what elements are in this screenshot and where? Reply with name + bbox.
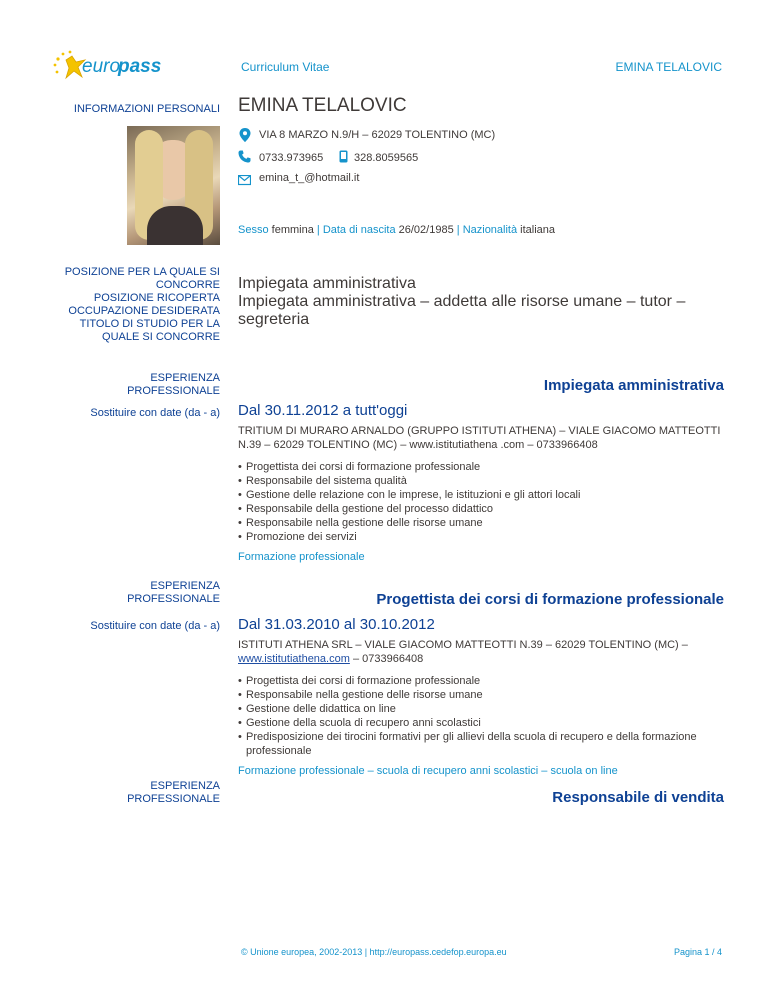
header-name: EMINA TELALOVIC — [615, 60, 722, 74]
dates-label: Sostituire con date (da - a) — [90, 407, 220, 419]
business-sector: Formazione professionale – scuola di recupero anni scolastici – scuola on line — [238, 765, 618, 777]
list-item: • Progettista dei corsi di formazione professionale — [238, 460, 716, 474]
personal-details-line — [238, 224, 555, 236]
employer-website-link[interactable]: www.istitutiathena.com — [238, 653, 350, 665]
footer-copyright: © Unione europea, 2002-2013 | http://europass.cedefop.europa.eu — [241, 947, 507, 957]
list-item: • Predisposizione dei tirocini formativi per gli allievi della scuola di recupero e della formazione professionale — [238, 730, 716, 758]
mobile-number[interactable]: 328.8059565 — [354, 152, 419, 164]
position-line: segreteria — [238, 311, 310, 328]
duties-list — [238, 674, 728, 758]
nationality-value: italiana — [520, 224, 556, 236]
section-label-experience — [127, 580, 220, 606]
list-item: • Gestione delle relazione con le imprese, le istituzioni e gli attori locali — [238, 488, 716, 502]
employer-line: TRITIUM DI MURARO ARNALDO (GRUPPO ISTITUTI ATHENA) – VIALE GIACOMO MATTEOTTI — [238, 425, 721, 437]
dob-value: 26/02/1985 — [398, 224, 454, 236]
phone-icon — [238, 150, 251, 163]
job-title: Responsabile di vendita — [552, 789, 724, 806]
separator: | — [456, 224, 460, 236]
candidate-name: EMINA TELALOVIC — [238, 95, 407, 116]
employer-info — [238, 424, 728, 452]
list-item: • Gestione della scuola di recupero anni scolastici — [238, 716, 716, 730]
section-label-line: ESPERIENZA — [150, 580, 220, 592]
separator: | — [316, 224, 320, 236]
list-item: • Responsabile nella gestione delle risorse umane — [238, 688, 716, 702]
profile-photo — [127, 126, 220, 245]
job-title: Impiegata amministrativa — [543, 377, 724, 394]
employer-phone: – 0733966408 — [349, 653, 424, 665]
list-item: • Responsabile nella gestione delle risorse umane — [238, 516, 716, 530]
section-label-line: PROFESSIONALE — [127, 385, 220, 397]
position-label-line: OCCUPAZIONE DESIDERATA — [68, 305, 220, 317]
position-line: Impiegata amministrativa – addetta alle risorse umane – tutor – — [238, 293, 686, 310]
position-line: Impiegata amministrativa — [238, 275, 416, 292]
dates-label: Sostituire con date (da - a) — [90, 620, 220, 632]
logo-text-euro: euro — [82, 56, 121, 77]
section-label-line: ESPERIENZA — [150, 372, 220, 384]
section-label-experience — [127, 372, 220, 398]
job-title: Progettista dei corsi di formazione professionale — [376, 591, 724, 608]
mobile-phone-icon — [339, 150, 348, 163]
position-label-line: QUALE SI CONCORRE — [102, 331, 220, 343]
location-pin-icon — [239, 128, 251, 142]
employer-line: N.39 – 62029 TOLENTINO (MC) – www.istitutiathena .com – 0733966408 — [238, 439, 598, 451]
business-sector: Formazione professionale — [238, 551, 365, 563]
employment-dates: Dal 30.11.2012 a tutt'oggi — [238, 402, 408, 419]
desired-position — [238, 275, 685, 329]
position-label-line: POSIZIONE PER LA QUALE SI — [64, 266, 220, 278]
experience-entry — [238, 616, 728, 777]
europass-logo — [52, 50, 162, 84]
email-envelope-icon — [238, 175, 251, 186]
position-label-line: TITOLO DI STUDIO PER LA — [79, 318, 220, 330]
employment-dates: Dal 31.03.2010 al 30.10.2012 — [238, 616, 435, 633]
position-label-line: POSIZIONE RICOPERTA — [93, 292, 220, 304]
list-item: • Promozione dei servizi — [238, 530, 716, 544]
sex-value: femmina — [271, 224, 314, 236]
employer-line: ISTITUTI ATHENA SRL – VIALE GIACOMO MATTEOTTI N.39 – 62029 TOLENTINO (MC) – — [238, 639, 688, 651]
list-item: • Gestione delle didattica on line — [238, 702, 716, 716]
position-label-line: CONCORRE — [155, 279, 220, 291]
section-label-position — [65, 266, 220, 344]
footer-page-number: Pagina 1 / 4 — [673, 947, 722, 957]
document-title: Curriculum Vitae — [241, 60, 330, 74]
nationality-label: Nazionalità — [462, 224, 518, 236]
section-label-line: PROFESSIONALE — [127, 793, 220, 805]
list-item: • Progettista dei corsi di formazione professionale — [238, 674, 716, 688]
duties-list — [238, 460, 728, 544]
section-label-experience — [127, 780, 220, 806]
experience-entry — [238, 402, 728, 563]
employer-line — [238, 652, 728, 666]
phone-number[interactable]: 0733.973965 — [259, 152, 324, 164]
section-label-line: PROFESSIONALE — [127, 593, 220, 605]
employer-info — [238, 638, 728, 666]
section-label-line: ESPERIENZA — [150, 780, 220, 792]
list-item: • Responsabile della gestione del processo didattico — [238, 502, 716, 516]
address-text: VIA 8 MARZO N.9/H – 62029 TOLENTINO (MC) — [259, 129, 496, 141]
section-label-personal-info: INFORMAZIONI PERSONALI — [73, 103, 220, 115]
email-address[interactable]: emina_t_@hotmail.it — [259, 172, 360, 184]
logo-text-pass: pass — [118, 56, 162, 77]
dob-label: Data di nascita — [322, 224, 396, 236]
sex-label: Sesso — [238, 224, 269, 236]
list-item: • Responsabile del sistema qualità — [238, 474, 716, 488]
